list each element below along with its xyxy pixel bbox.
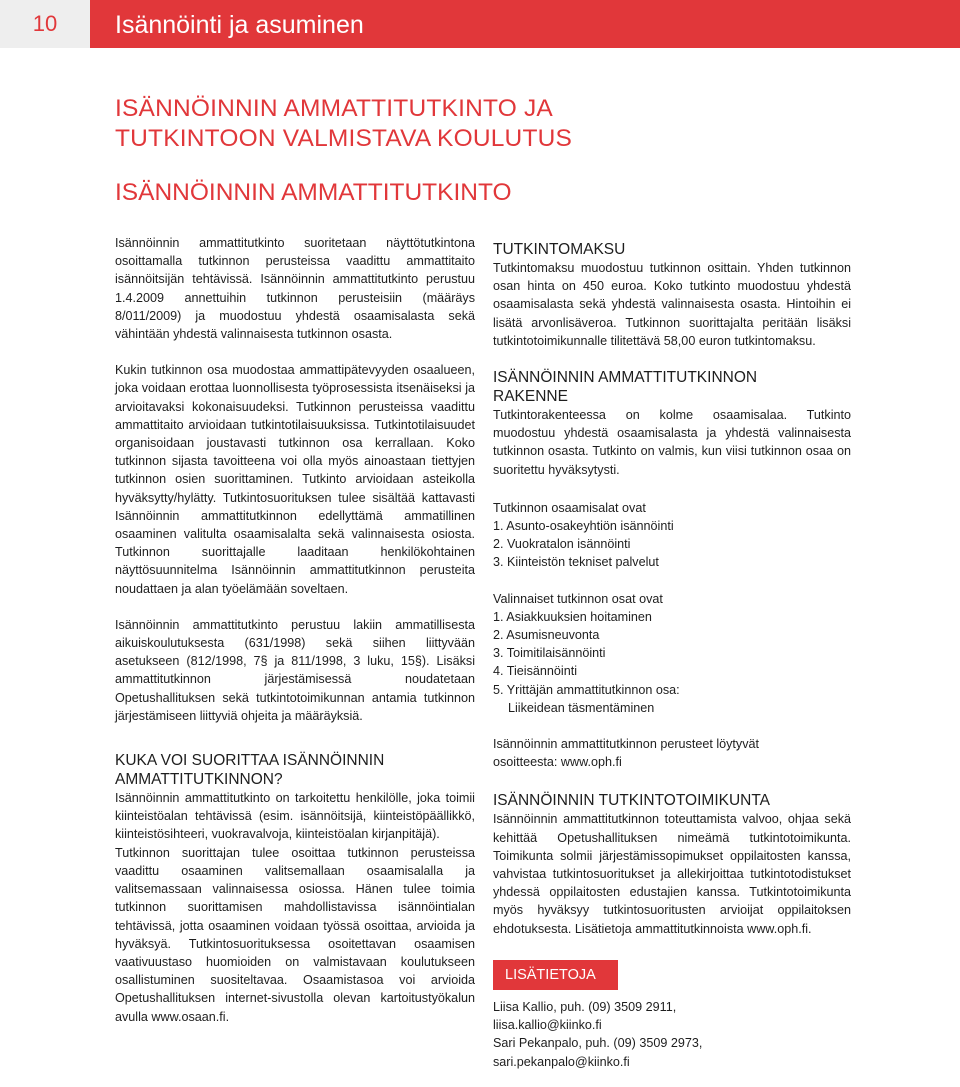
contact-email: sari.pekanpalo@kiinko.fi <box>493 1054 630 1069</box>
sub-title: ISÄNNÖINNIN AMMATTITUTKINTO <box>115 179 512 206</box>
laki-paragraph: Isännöinnin ammattitutkinto perustuu lakiin ammatillisesta aikuiskoulutuksesta (631/1998) sekä siihen liittyvään asetukseen (812/1998, 7§ ja 811/1998, 3 luku, 15§). Lisäksi ammattitutkinnon järjestämisessä noudatetaan Opetushallituksen sekä tutkintotoimikunnan antamia tutkinnon järjestämiseen liittyviä ohjeita ja määräyksiä. <box>115 617 475 723</box>
kuka-heading <box>115 751 475 789</box>
left-column <box>115 234 475 1026</box>
contact-line: Sari Pekanpalo, puh. (09) 3509 2973, <box>493 1036 703 1051</box>
rakenne-heading-line-1: ISÄNNÖINNIN AMMATTITUTKINNON <box>493 369 758 387</box>
contact-block <box>493 998 851 1071</box>
right-column <box>493 240 851 1071</box>
lisatietoja-label: LISÄTIETOJA <box>493 960 618 990</box>
osaamisalat-list <box>493 517 851 572</box>
tutkinnon-osa-paragraph: Kukin tutkinnon osa muodostaa ammattipätevyyden osaalueen, joka voidaan erottaa luonnollisesta työprosessista itsenäiseksi ja arvioitavaksi kokonaisuudeksi. Tutkinnon perusteissa vaadittu ammattitaito arvioidaan tutkintotilaisuuksissa. Tutkintotilaisuudet organisoidaan joustavasti tutkinnon osa kerrallaan. Koko tutkinnon sijasta tavoitteena voi olla myös ainoastaan tiettyjen tutkinnon osien suorittaminen. Tutkinto arvioidaan asteikolla hyväksytty/hylätty. Tutkintosuorituksen tulee sisältää kattavasti Isännöinnin ammattitutkinnon edellyttämä ammatillinen osaaminen valitulta osaamisalalta sekä valinnaisesta osiosta. Tutkinnon suorittajalle laaditaan henkilökohtainen näyttösuunnitelma Isännöinnin ammattitutkinnon perusteita noudattaen ja alan työelämään soveltaen. <box>115 363 475 596</box>
suorittaja-paragraph: Tutkinnon suorittajan tulee osoittaa tutkinnon perusteissa vaadittu osaaminen valitsemallaan osaamisalalla ja valitsemassaan valinnaisessa osiossa. Hänen tulee toimia tutkinnon suorittamisen mahdollistavissa isännöintialan tehtävissä, jotta osaaminen voidaan työssä osoittaa, arvioida ja hyväksyä. Tutkintosuorituksessa osoitettavan osaamisen vaativuustaso huomioiden on valmistavaan koulutukseen osallistuminen suositeltavaa. Osaamistasoa voi arvioida Opetushallituksen internet-sivustolla olevan kartoitustyökalun avulla www.osaan.fi. <box>115 845 475 1024</box>
rakenne-paragraph: Tutkintorakenteessa on kolme osaamisalaa. Tutkinto muodostuu yhdestä osaamisalasta ja yhdestä valinnaisesta tutkinnon osasta. Tutkinto on valmis, kun viisi tutkinnon osaa on suoritettu hyväksytysti. <box>493 408 851 477</box>
rakenne-heading-line-2: RAKENNE <box>493 388 568 406</box>
list-item: 3. Kiinteistön tekniset palvelut <box>493 555 659 570</box>
kuka-heading-line-1: KUKA VOI SUORITTAA ISÄNNÖINNIN <box>115 752 385 770</box>
perusteet-line-2: osoitteesta: www.oph.fi <box>493 755 622 770</box>
list-item: 1. Asunto-osakeyhtiön isännöinti <box>493 519 674 534</box>
kuka-paragraph: Isännöinnin ammattitutkinto on tarkoitettu henkilölle, joka toimii kiinteistöalan tehtävissä (esim. isännöitsijä, kiinteistöpäällikkö, kiinteistösihteeri, vuokravalvoja, kiinteistöalan kirjanpitäjä). <box>115 791 475 842</box>
list-item: 4. Tieisännöinti <box>493 664 578 679</box>
list-item: 2. Vuokratalon isännöinti <box>493 537 631 552</box>
rakenne-heading <box>493 368 851 406</box>
list-item: 5. Yrittäjän ammattitutkinnon osa: <box>493 682 680 697</box>
toimikunta-heading: ISÄNNÖINNIN TUTKINTOTOIMIKUNTA <box>493 792 771 810</box>
header-title: Isännöinti ja asuminen <box>115 11 364 39</box>
list-item: 2. Asumisneuvonta <box>493 628 600 643</box>
main-title <box>115 94 572 154</box>
list-item: 3. Toimitilaisännöinti <box>493 646 606 661</box>
perusteet-line-1: Isännöinnin ammattitutkinnon perusteet löytyvät <box>493 737 760 752</box>
contact-line: Liisa Kallio, puh. (09) 3509 2911, <box>493 999 677 1014</box>
kuka-heading-line-2: AMMATTITUTKINNON? <box>115 771 283 789</box>
valinnaiset-list <box>493 608 851 717</box>
valinnaiset-title: Valinnaiset tutkinnon osat ovat <box>493 591 663 606</box>
list-item-continuation: Liikeidean täsmentäminen <box>508 700 655 715</box>
contact-email: liisa.kallio@kiinko.fi <box>493 1018 602 1033</box>
page-number: 10 <box>0 0 90 48</box>
tutkintomaksu-heading: TUTKINTOMAKSU <box>493 241 626 258</box>
tutkintomaksu-paragraph: Tutkintomaksu muodostuu tutkinnon osittain. Yhden tutkinnon osan hinta on 450 euroa. Koko tutkinto muodostuu yhdestä osaamisalasta sekä yhdestä valinnaisesta osasta. Hintoihin ei lisätä arvonlisäveroa. Tutkinnon suorittajalta peritään lisäksi tutkintotoimikunnalle tilitettävä 58,00 euron tutkintomaksu. <box>493 261 851 348</box>
main-title-line-1: ISÄNNÖINNIN AMMATTITUTKINTO JA <box>115 95 553 122</box>
osaamisalat-title: Tutkinnon osaamisalat ovat <box>493 500 646 515</box>
intro-paragraph: Isännöinnin ammattitutkinto suoritetaan näyttötutkintona osoittamalla tutkinnon perusteissa vaadittu ammattitaito isännöitsijän tehtävissä. Isännöinnin ammattitutkinto perustuu 1.4.2009 annettuihin tutkinnon perusteisiin (määräys 8/011/2009) ja muodostuu yhdestä osaamisalasta sekä vähintään yhdestä valinnaisesta tutkinnon osasta. <box>115 236 475 342</box>
list-item: 1. Asiakkuuksien hoitaminen <box>493 609 652 624</box>
toimikunta-paragraph: Isännöinnin ammattitutkinnon toteuttamista valvoo, ohjaa sekä kehittää Opetushallituksen nimeämä tutkintotoimikunta. Toimikunta solmii järjestämissopimukset oppilaitosten kanssa, vahvistaa tutkintosuoritukset ja allekirjoittaa tutkintotodistukset yhdessä oppilaitosten edustajien kanssa. Tutkintotoimikunta myös hyväksyy tutkintosuoritusten arvioijat oppilaitoksen ehdotuksesta. Lisätietoja ammattitutkinnoista www.oph.fi. <box>493 812 851 936</box>
main-title-line-2: TUTKINTOON VALMISTAVA KOULUTUS <box>115 125 573 152</box>
